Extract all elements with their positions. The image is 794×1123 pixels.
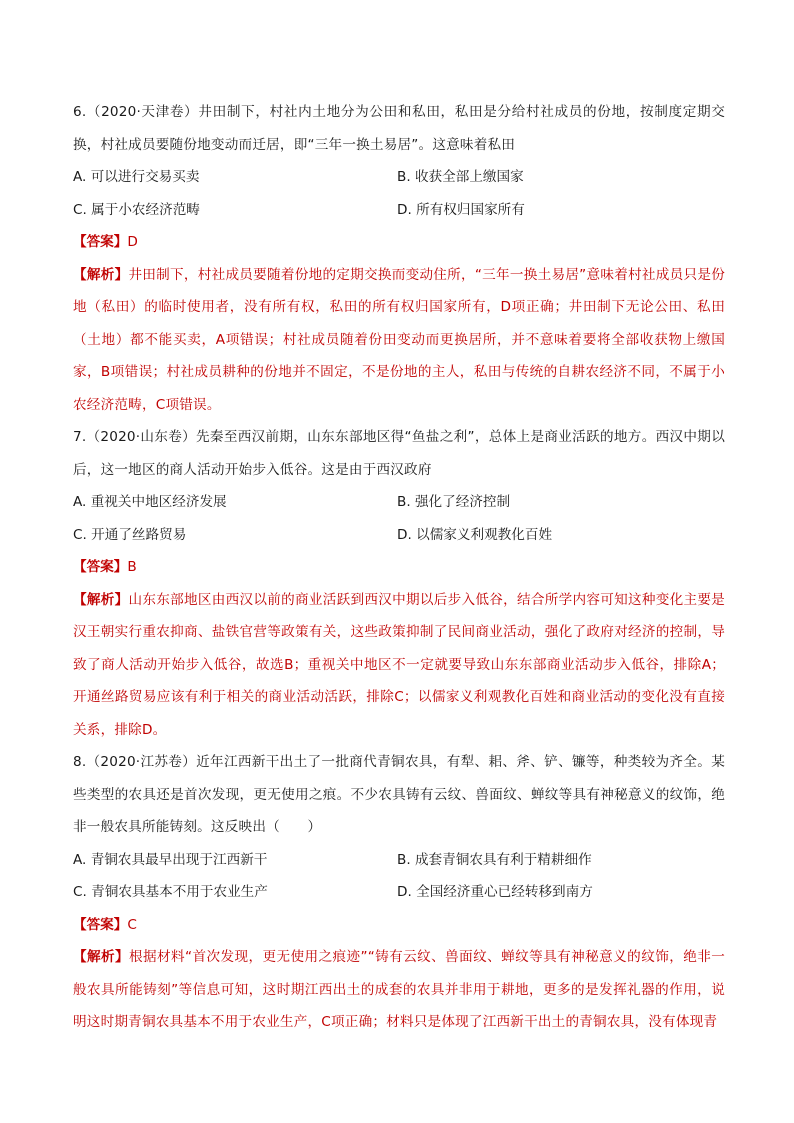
answer-line	[73, 909, 725, 942]
analysis-text: 山东东部地区由西汉以前的商业活跃到西汉中期以后步入低谷，结合所学内容可知这种变化主要是汉王朝实行重农抑商、盐铁官营等政策有关，这些政策抑制了民间商业活动，强化了政府对经济的控制，导致了商人活动开始步入低谷，故选B；重视关中地区不一定就要导致山东东部商业活动步入低谷，排除A；开通丝路贸易应该有利于相关的商业活动活跃，排除C；以儒家义利观教化百姓和商业活动的变化没有直接关系，排除D。	[73, 591, 725, 738]
option-d: D. 以儒家义利观教化百姓	[397, 526, 553, 543]
analysis-tag: 【解析】	[73, 266, 129, 283]
option-a: A. 青铜农具最早出现于江西新干	[73, 851, 268, 868]
option-c: C. 属于小农经济范畴	[73, 201, 200, 218]
question-stem: 7.（2020·山东卷）先秦至西汉前期，山东东部地区得“鱼盐之利”，总体上是商业活跃的地方。西汉中期以后，这一地区的商人活动开始步入低谷。这是由于西汉政府	[73, 429, 725, 478]
option-c: C. 青铜农具基本不用于农业生产	[73, 884, 268, 900]
analysis-text: 井田制下，村社成员要随着份地的定期交换而变动住所，“三年一换土易居”意味着村社成员只是份地（私田）的临时使用者，没有所有权，私田的所有权归国家所有，D项正确；井田制下无论公田、私田（土地）都不能买卖，A项错误；村社成员随着份田变动而更换居所，并不意味着要将全部收获物上缴国家，B项错误；村社成员耕种的份地并不固定，不是份地的主人，私田与传统的自耕农经济不同，不属于小农经济范畴，C项错误。	[73, 266, 725, 413]
answer-value: B	[127, 559, 137, 575]
answer-line	[73, 226, 725, 259]
options-row	[73, 194, 725, 227]
option-d: D. 全国经济重心已经转移到南方	[397, 884, 593, 900]
option-d: D. 所有权归国家所有	[397, 201, 525, 218]
answer-tag: 【答案】	[73, 234, 128, 250]
options-row	[73, 161, 725, 194]
options-row	[73, 519, 725, 552]
option-a: A. 重视关中地区经济发展	[73, 494, 227, 510]
answer-tag: 【答案】	[73, 916, 128, 933]
question-8	[73, 746, 725, 1039]
option-a: A. 可以进行交易买卖	[73, 169, 200, 185]
answer-value: D	[127, 234, 138, 250]
analysis-text: 根据材料“首次发现，更无使用之痕迹”“铸有云纹、兽面纹、蝉纹等具有神秘意义的纹饰，绝非一般农具所能铸刻”等信息可知，这时期江西出土的成套的农具并非用于耕地，更多的是发挥礼器的作用，说明这时期青铜农具基本不用于农业生产，C项正确；材料只是体现了江西新干出土的青铜农具，没有体现青	[73, 949, 725, 1030]
option-b: B. 成套青铜农具有利于精耕细作	[397, 851, 592, 868]
options-row	[73, 486, 725, 519]
answer-line	[73, 551, 725, 584]
document-page	[73, 96, 725, 1039]
option-b: B. 收获全部上缴国家	[397, 169, 524, 185]
question-7	[73, 421, 725, 746]
analysis-paragraph	[73, 259, 725, 422]
analysis-paragraph	[73, 941, 725, 1039]
options-row	[73, 844, 725, 877]
analysis-paragraph	[73, 584, 725, 747]
options-row	[73, 876, 725, 909]
question-6	[73, 96, 725, 421]
question-stem: 6.（2020·天津卷）井田制下，村社内土地分为公田和私田，私田是分给村社成员的份地，按制度定期交换，村社成员要随份地变动而迁居，即“三年一换土易居”。这意味着私田	[73, 104, 725, 153]
question-stem: 8.（2020·江苏卷）近年江西新干出土了一批商代青铜农具，有犁、耜、斧、铲、镰等，种类较为齐全。某些类型的农具还是首次发现，更无使用之痕。不少农具铸有云纹、兽面纹、蝉纹等具有神秘意义的纹饰，绝非一般农具所能铸刻。这反映出（ ）	[73, 754, 725, 835]
option-b: B. 强化了经济控制	[397, 494, 511, 510]
analysis-tag: 【解析】	[73, 591, 129, 608]
option-c: C. 开通了丝路贸易	[73, 526, 187, 543]
answer-value: C	[127, 916, 137, 933]
analysis-tag: 【解析】	[73, 949, 130, 965]
answer-tag: 【答案】	[73, 559, 128, 575]
